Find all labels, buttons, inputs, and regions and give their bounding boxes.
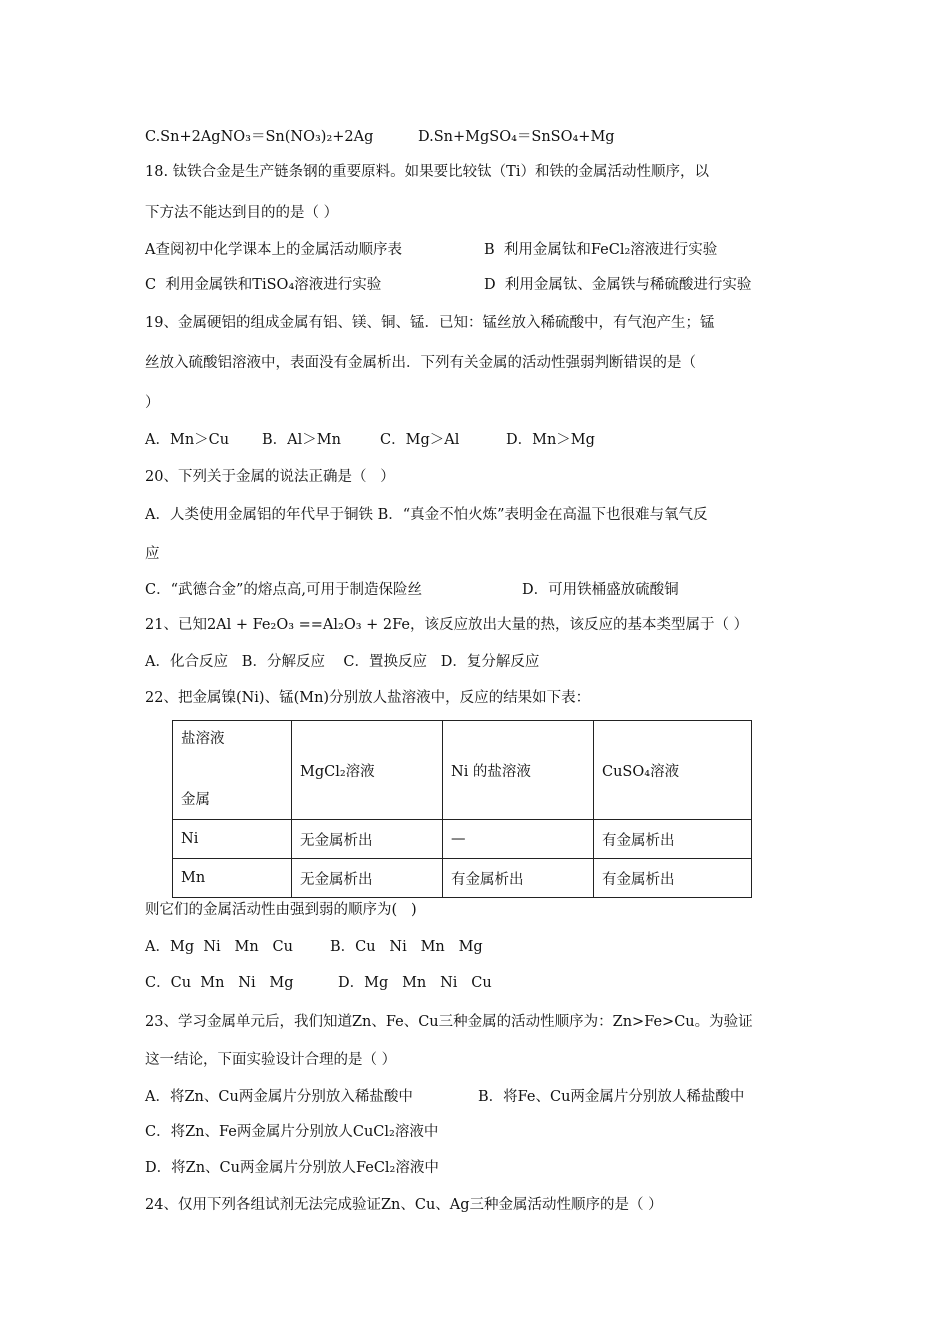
q20-stem: 20、下列关于金属的说法正确是（ ） [145,469,395,485]
q20-option-c: C．“武德合金”的熔点高,可用于制造保险丝 [145,582,423,598]
q19-stem-line2: 丝放入硫酸铝溶液中，表面没有金属析出．下列有关金属的活动性强弱判断错误的是（ [145,355,696,371]
table-row [173,820,752,859]
table-cell: 有金属析出 [443,859,594,898]
q18-option-d: D 利用金属钛、金属铁与稀硫酸进行实验 [484,277,752,293]
q22-follow-question: 则它们的金属活动性由强到弱的顺序为( ) [145,902,417,918]
q20-options-ab-line2: 应 [145,546,160,562]
q18-option-a: A查阅初中化学课本上的金属活动顺序表 [145,242,402,258]
q22-option-d: D．Mg Mn Ni Cu [338,975,492,991]
table-cell: 无金属析出 [292,820,443,859]
table-col-header-cuso4: CuSO₄溶液 [594,721,752,820]
q21-stem: 21、已知2Al + Fe₂O₃ ==Al₂O₃ + 2Fe，该反应放出大量的热，该反应的基本类型属于（ ） [145,617,749,633]
q17-option-c: C.Sn+2AgNO₃＝Sn(NO₃)₂+2Ag [145,129,374,145]
table-cell-metal: Ni [173,820,292,859]
q22-option-a: A．Mg Ni Mn Cu [145,939,293,955]
q18-stem-line2: 下方法不能达到目的的是（ ） [145,205,339,221]
q23-stem-line2: 这一结论，下面实验设计合理的是（ ） [145,1052,397,1068]
q18-option-b: B 利用金属钛和FeCl₂溶液进行实验 [484,242,718,258]
q22-option-c: C．Cu Mn Ni Mg [145,975,294,991]
q23-option-c: C．将Zn、Fe两金属片分别放人CuCl₂溶液中 [145,1124,439,1140]
table-header-row [173,721,752,820]
q18-stem-line1: 18. 钛铁合金是生产链条钢的重要原料。如果要比较钛（Ti）和铁的金属活动性顺序，以 [145,164,709,180]
q18-option-c: C 利用金属铁和TiSO₄溶液进行实验 [145,277,382,293]
q23-option-d: D．将Zn、Cu两金属片分别放人FeCl₂溶液中 [145,1160,439,1176]
q19-option-d: D．Mn＞Mg [506,432,595,448]
table-cell: 有金属析出 [594,859,752,898]
table-cell: 无金属析出 [292,859,443,898]
q23-stem-line1: 23、学习金属单元后，我们知道Zn、Fe、Cu三种金属的活动性顺序为：Zn>Fe>Cu。为验证 [145,1014,753,1030]
table-row [173,859,752,898]
q20-options-ab-line1: A．人类使用金属铝的年代早于铜铁 B．“真金不怕火炼”表明金在高温下也很难与氧气反 [145,507,708,523]
table-col-header-mgcl2: MgCl₂溶液 [292,721,443,820]
q19-option-c: C．Mg＞Al [380,432,460,448]
q19-option-b: B．Al＞Mn [262,432,341,448]
q21-options: A．化合反应 B．分解反应 C．置换反应 D．复分解反应 [145,654,540,670]
q19-option-a: A．Mn＞Cu [145,432,230,448]
table-corner-top-label: 盐溶液 [181,731,225,747]
table-col-header-ni-salt: Ni 的盐溶液 [443,721,594,820]
q20-option-d: D．可用铁桶盛放硫酸铜 [522,582,679,598]
table-cell-metal: Mn [173,859,292,898]
q19-stem-line1: 19、金属硬铝的组成金属有铝、镁、铜、锰．已知：锰丝放入稀硫酸中，有气泡产生；锰 [145,315,715,331]
q19-stem-line3: ） [145,395,160,411]
table-corner-bottom-label: 金属 [181,792,210,808]
q24-stem: 24、仅用下列各组试剂无法完成验证Zn、Cu、Ag三种金属活动性顺序的是（ ） [145,1197,663,1213]
q22-results-table [172,720,752,898]
q22-option-b: B．Cu Ni Mn Mg [330,939,483,955]
table-cell: 有金属析出 [594,820,752,859]
table-cell: — [443,820,594,859]
q22-stem: 22、把金属镍(Ni)、锰(Mn)分别放人盐溶液中，反应的结果如下表： [145,690,591,706]
q23-option-a: A．将Zn、Cu两金属片分别放入稀盐酸中 [145,1089,413,1105]
q17-option-d: D.Sn+MgSO₄＝SnSO₄+Mg [418,129,615,145]
q23-option-b: B．将Fe、Cu两金属片分别放人稀盐酸中 [478,1089,745,1105]
table-corner-cell [173,721,292,820]
